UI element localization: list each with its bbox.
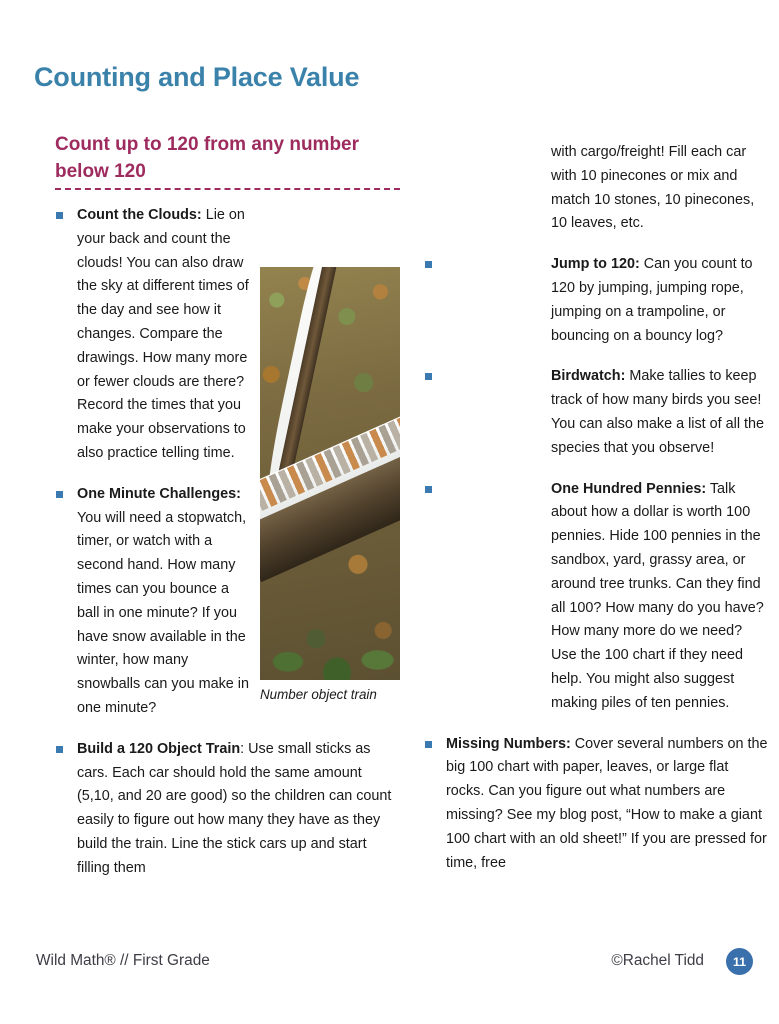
left-column <box>55 131 400 881</box>
list-item-body: Can you count to 120 by jumping, jumping rope, jumping on a trampoline, or bouncing on a bouncy log? <box>551 256 753 344</box>
continued-paragraph: with cargo/freight! Fill each car with 10 pinecones or mix and match 10 stones, 10 pinecones, 10 leaves, etc. <box>551 144 755 232</box>
square-bullet-icon <box>56 491 63 498</box>
square-bullet-icon <box>425 261 432 268</box>
list-item-lead: Count the Clouds: <box>77 207 202 223</box>
list-item-lead: Jump to 120: <box>551 256 640 273</box>
page-footer <box>0 952 779 986</box>
list-item <box>55 738 400 881</box>
list-item-body: : Use small sticks as cars. Each car should hold the same amount (5,10, and 20 are good) so the children can count easily to figure out how many they have as they build the train. Line the stick cars up and start filling them <box>77 740 392 876</box>
list-item-lead: One Minute Challenges: <box>77 485 241 502</box>
list-item-body: Talk about how a dollar is worth 100 pennies. Hide 100 pennies in the sandbox, yard, grassy area, or around tree trunks. Can they find all 100? How many do you have? How many more do we need? Use the 100 chart if they need help. You might also suggest making piles of ten pennies. <box>551 480 764 711</box>
list-item <box>424 733 769 876</box>
list-item <box>55 204 400 466</box>
footer-brand: Wild Math® // First Grade <box>36 952 210 969</box>
list-item-body: Cover several numbers on the big 100 chart with paper, leaves, or large flat rocks. Can you figure out what numbers are missing? See my blog post, “How to make a giant 100 chart with an old sheet!” If you are pressed for time, free <box>446 735 768 871</box>
section-divider <box>55 188 400 190</box>
list-item <box>424 365 769 460</box>
square-bullet-icon <box>425 741 432 748</box>
square-bullet-icon <box>425 373 432 380</box>
figure-caption: Number object train <box>260 687 377 702</box>
list-item-lead: Missing Numbers: <box>446 735 571 752</box>
list-item-body: Make tallies to keep track of how many birds you see! You can also make a list of all the species that you observe! <box>551 368 765 456</box>
right-column <box>424 141 769 875</box>
square-bullet-icon <box>56 212 63 219</box>
list-item-lead: Build a 120 Object Train <box>77 740 241 757</box>
square-bullet-icon <box>56 746 63 753</box>
list-item <box>55 483 400 721</box>
footer-copyright: ©Rachel Tidd <box>611 952 704 969</box>
list-item-lead: Birdwatch: <box>551 368 626 385</box>
list-item-body: You will need a stopwatch, timer, or watch with a second hand. How many times can you bounce a ball in one minute? If you have snow available in the winter, how many snowballs can you make in one minute? <box>77 509 249 716</box>
square-bullet-icon <box>425 486 432 493</box>
list-item-lead: One Hundred Pennies: <box>551 480 707 497</box>
section-subheading: Count up to 120 from any number below 120 <box>55 134 360 182</box>
list-item-body: Lie on your back and count the clouds! You can also draw the sky at different times of the day and see how it changes. Compare the drawings. How many more or fewer clouds are there? Record the times that you make your observations to also practice telling time. <box>77 207 249 461</box>
page-title: Counting and Place Value <box>34 62 360 92</box>
list-item <box>424 478 769 716</box>
list-item <box>424 253 769 348</box>
page-number-badge: 11 <box>726 948 753 975</box>
